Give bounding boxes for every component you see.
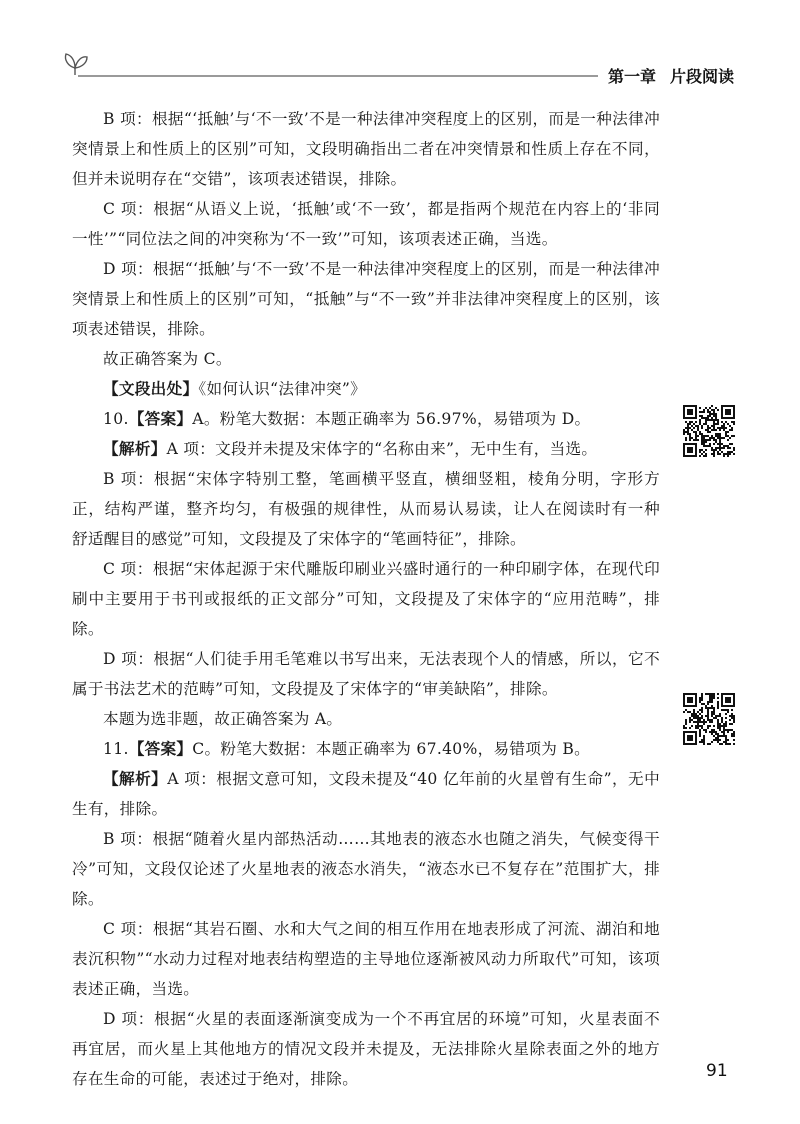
paragraph [72, 704, 660, 734]
section-title: 片段阅读 [670, 67, 735, 86]
paragraph [72, 734, 660, 764]
paragraph-text: 10. [103, 410, 129, 428]
paragraph-text: C。粉笔大数据：本题正确率为 67.40%，易错项为 B。 [192, 740, 591, 758]
paragraph-text: C 项：根据“从语义上说，‘抵触’或‘不一致’，都是指两个规范在内容上的‘非同一性’”“同位法之间的冲突称为‘不一致’”可知，该项表述正确，当选。 [72, 200, 660, 248]
paragraph [72, 254, 660, 344]
paragraph [72, 194, 660, 254]
paragraph-text: D 项：根据“火星的表面逐渐演变成为一个不再宜居的环境”可知，火星表面不再宜居，而火星上其他地方的情况文段并未提及，无法排除火星除表面之外的地方存在生命的可能，表述过于绝对，排除。 [72, 1010, 660, 1088]
header-rule [78, 75, 598, 77]
paragraph-text: B 项：根据“‘抵触’与‘不一致’不是一种法律冲突程度上的区别，而是一种法律冲突情景上和性质上的区别”可知，文段明确指出二者在冲突情景和性质上存在不同，但并未说明存在“交错”，该项表述错误，排除。 [72, 110, 660, 188]
chapter-number: 第一章 [608, 67, 657, 86]
paragraph-text: B 项：根据“宋体字特别工整，笔画横平竖直，横细竖粗，棱角分明，字形方正，结构严谨，整齐均匀，有极强的规律性，从而易认易读，让人在阅读时有一种舒适醒目的感觉”可知，文段提及了宋体字的“笔画特征”，排除。 [72, 470, 660, 548]
leaf-icon [60, 46, 90, 76]
paragraph [72, 344, 660, 374]
section-label: 【答案】 [128, 410, 193, 428]
paragraph [72, 374, 660, 404]
section-label: 【文段出处】 [103, 380, 199, 398]
paragraph [72, 464, 660, 554]
paragraph [72, 644, 660, 704]
paragraph [72, 104, 660, 194]
paragraph-text: A。粉笔大数据：本题正确率为 56.97%，易错项为 D。 [192, 410, 591, 428]
paragraph-text: A 项：文段并未提及宋体字的“名称由来”，无中生有，当选。 [166, 440, 598, 458]
paragraph-text: A 项：根据文意可知，文段未提及“40 亿年前的火星曾有生命”，无中生有，排除。 [72, 770, 660, 818]
paragraph [72, 434, 660, 464]
chapter-title [608, 64, 734, 87]
section-label: 【解析】 [103, 770, 168, 788]
paragraph-text: D 项：根据“‘抵触’与‘不一致’不是一种法律冲突程度上的区别，而是一种法律冲突情景上和性质上的区别”可知，“抵触”与“不一致”并非法律冲突程度上的区别，该项表述错误，排除。 [72, 260, 660, 338]
paragraph [72, 824, 660, 914]
paragraph-text: C 项：根据“宋体起源于宋代雕版印刷业兴盛时通行的一种印刷字体，在现代印刷中主要用于书刊或报纸的正文部分”可知，文段提及了宋体字的“应用范畴”，排除。 [72, 560, 660, 638]
paragraph [72, 764, 660, 824]
paragraph-text: 本题为选非题，故正确答案为 A。 [103, 710, 343, 728]
qr-code-icon[interactable] [683, 693, 735, 745]
paragraph [72, 914, 660, 1004]
paragraph-text: D 项：根据“人们徒手用毛笔难以书写出来，无法表现个人的情感，所以，它不属于书法艺术的范畴”可知，文段提及了宋体字的“审美缺陷”，排除。 [72, 650, 660, 698]
page-number: 91 [706, 1061, 728, 1081]
paragraph-text: 《如何认识“法律冲突”》 [198, 380, 367, 398]
paragraph [72, 1004, 660, 1094]
paragraph-text: 11. [103, 740, 129, 758]
page-header [0, 0, 800, 100]
paragraph [72, 554, 660, 644]
paragraph [72, 404, 660, 434]
page-body [72, 104, 660, 1094]
qr-code-icon[interactable] [683, 405, 735, 457]
section-label: 【解析】 [103, 440, 167, 458]
paragraph-text: 故正确答案为 C。 [103, 350, 232, 368]
paragraph-text: C 项：根据“其岩石圈、水和大气之间的相互作用在地表形成了河流、湖泊和地表沉积物”“水动力过程对地表结构塑造的主导地位逐渐被风动力所取代”可知，该项表述正确，当选。 [72, 920, 660, 998]
section-label: 【答案】 [128, 740, 193, 758]
paragraph-text: B 项：根据“随着火星内部热活动……其地表的液态水也随之消失，气候变得干冷”可知，文段仅论述了火星地表的液态水消失，“液态水已不复存在”范围扩大，排除。 [72, 830, 660, 908]
